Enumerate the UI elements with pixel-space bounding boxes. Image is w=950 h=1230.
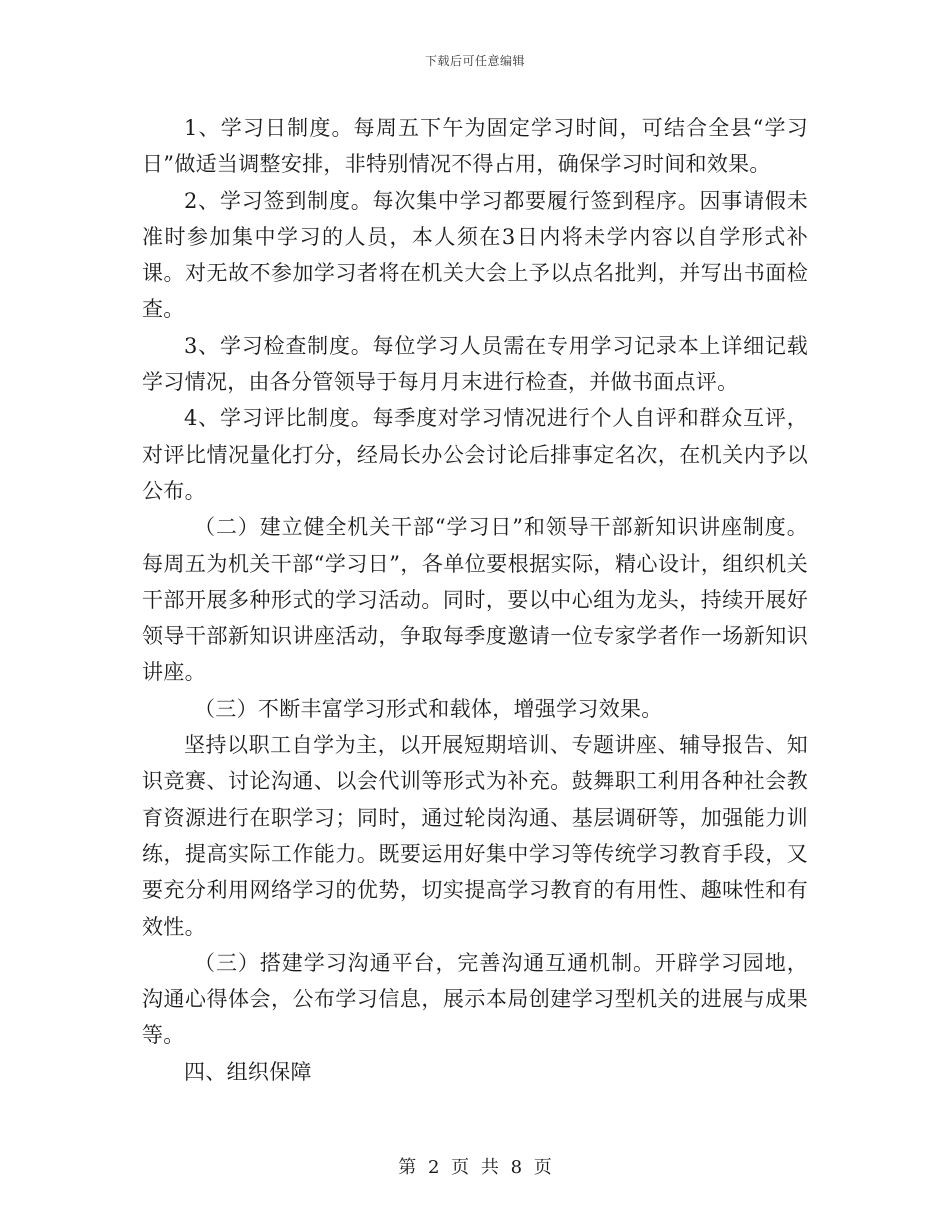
paragraph-inspection-system: 3、学习检查制度。每位学习人员需在专用学习记录本上详细记载学习情况，由各分管领导于每月月末进行检查，并做书面点评。 bbox=[142, 333, 808, 395]
paragraph-self-study: 坚持以职工自学为主，以开展短期培训、专题讲座、辅导报告、知识竞赛、讨论沟通、以会代训等形式为补充。鼓舞职工利用各种社会教育资源进行在职学习；同时，通过轮岗沟通、基层调研等，加强能力训练，提高实际工作能力。既要运用好集中学习等传统学习教育手段，又要充分利用网络学习的优势，切实提高学习教育的有用性、趣味性和有效性。 bbox=[142, 733, 808, 939]
paragraph-study-day-system: 1、学习日制度。每周五下午为固定学习时间，可结合全县“学习日”做适当调整安排，非特别情况不得占用，确保学习时间和效果。 bbox=[142, 116, 808, 177]
paragraph-evaluation-system: 4、学习评比制度。每季度对学习情况进行个人自评和群众互评，对评比情况量化打分，经局长办公会讨论后排事定名次，在机关内予以公布。 bbox=[142, 406, 808, 503]
paragraph-section-three-heading: （三）不断丰富学习形式和载体，增强学习效果。 bbox=[194, 696, 663, 721]
section-heading-organization: 四、组织保障 bbox=[184, 1059, 312, 1084]
page-footer: 第 2 页 共 8 页 bbox=[398, 1157, 552, 1178]
paragraph-sign-in-system: 2、学习签到制度。每次集中学习都要履行签到程序。因事请假未准时参加集中学习的人员，本人须在3日内将未学内容以自学形式补课。对无故不参加学习者将在机关大会上予以点名批判，并写出书面检查。 bbox=[142, 188, 808, 322]
paragraph-platform: （三）搭建学习沟通平台，完善沟通互通机制。开辟学习园地，沟通心得体会，公布学习信息，展示本局创建学习型机关的进展与成果等。 bbox=[142, 950, 808, 1048]
document-body bbox=[142, 110, 808, 1090]
paragraph-section-two: （二）建立健全机关干部“学习日”和领导干部新知识讲座制度。每周五为机关干部“学习日”，各单位要根据实际，精心设计，组织机关干部开展多种形式的学习活动。同时，要以中心组为龙头，持续开展好领导干部新知识讲座活动，争取每季度邀请一位专家学者作一场新知识讲座。 bbox=[142, 515, 808, 685]
page-header: 下载后可任意编辑 bbox=[424, 54, 525, 68]
